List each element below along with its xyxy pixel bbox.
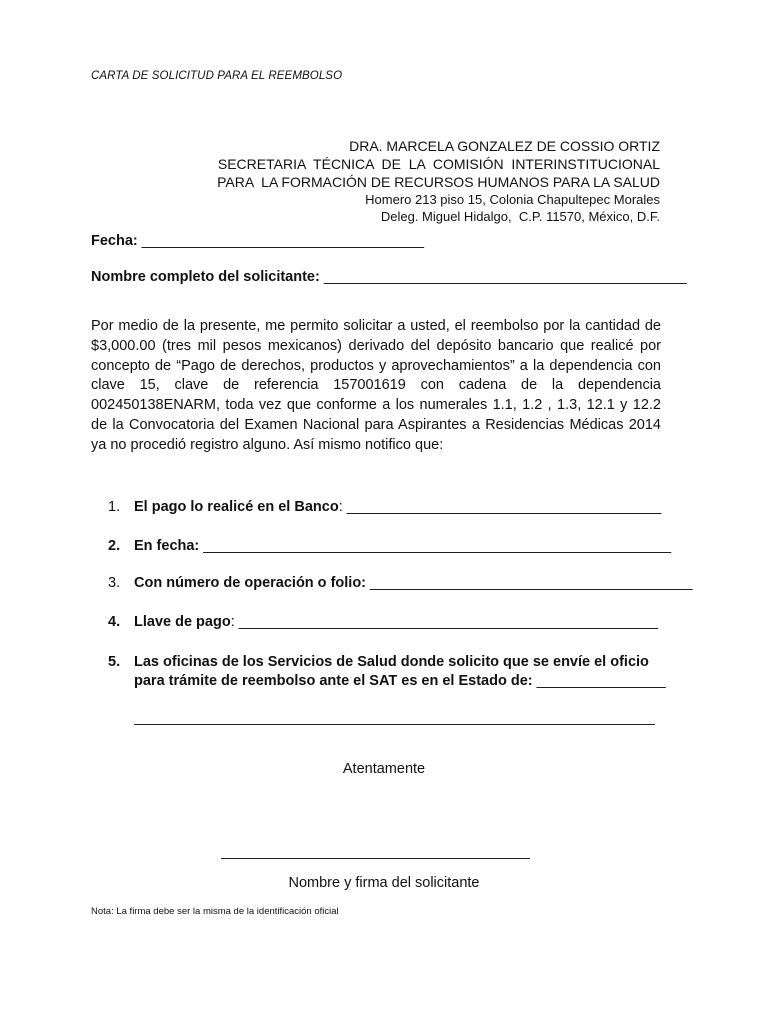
item-number: 1. — [108, 499, 121, 515]
item-separator: : — [230, 614, 239, 630]
item-blank[interactable]: __________________________________________________________ — [203, 538, 672, 554]
item-blank[interactable]: _______________________________________ — [346, 499, 662, 515]
item-label: Las oficinas de los Servicios de Salud donde solicito que se envíe el oficio — [134, 654, 649, 670]
list-item[interactable] — [108, 497, 661, 517]
signature-label: Nombre y firma del solicitante — [288, 875, 480, 891]
item5-second-line[interactable] — [134, 673, 666, 689]
list-item[interactable] — [108, 536, 671, 556]
item-separator: : — [338, 499, 347, 515]
estado-blank[interactable]: ________________ — [536, 673, 666, 689]
recipient-line: Homero 213 piso 15, Colonia Chapultepec Morales — [365, 192, 660, 207]
signature-line[interactable] — [221, 858, 530, 859]
item-number: 2. — [108, 538, 121, 554]
fecha-field[interactable] — [91, 233, 424, 249]
fecha-label: Fecha: — [91, 233, 138, 249]
document-title: CARTA DE SOLICITUD PARA EL REEMBOLSO — [91, 70, 343, 82]
item-number: 5. — [108, 654, 121, 670]
item-blank[interactable]: ____________________________________________________ — [238, 614, 659, 630]
nombre-label: Nombre completo del solicitante: — [91, 269, 320, 285]
list-item[interactable] — [108, 652, 649, 672]
recipient-line: DRA. MARCELA GONZALEZ DE COSSIO ORTIZ — [349, 138, 660, 154]
list-item[interactable] — [108, 573, 693, 593]
extra-blank-line[interactable] — [134, 724, 655, 725]
item-label: En fecha: — [134, 538, 200, 554]
nombre-field[interactable] — [91, 269, 687, 285]
item-number: 4. — [108, 614, 121, 630]
item5-label: para trámite de reembolso ante el SAT es en el Estado de: — [134, 673, 533, 689]
item-label: El pago lo realicé en el Banco — [134, 499, 339, 515]
item-number: 3. — [108, 575, 121, 591]
closing-text: Atentamente — [342, 761, 426, 777]
body-paragraph: Por medio de la presente, me permito solicitar a usted, el reembolso por la cantidad de $3,000.00 (tres mil pesos mexicanos) derivado del depósito bancario que realicé por concepto de “Pago de derechos, productos y aprovechamientos” a la dependencia con clave 15, clave de referencia 157001619 con cadena de la dependencia 002450138ENARM, toda vez que conforme a los numerales 1.1, 1.2 , 1.3, 12.1 y 12.2 de la Convocatoria del Examen Nacional para Aspirantes a Residencias Médicas 2014 ya no procedió registro alguno. Así mismo notifico que: — [91, 318, 661, 453]
recipient-block — [217, 137, 660, 225]
recipient-line: SECRETARIA TÉCNICA DE LA COMISIÓN INTERINSTITUCIONAL — [217, 156, 660, 172]
footnote: Nota: La firma debe ser la misma de la identificación oficial — [91, 906, 339, 917]
recipient-line: Deleg. Miguel Hidalgo, C.P. 11570, México, D.F. — [380, 209, 660, 224]
item-label: Con número de operación o folio: — [134, 575, 366, 591]
fecha-blank[interactable]: ___________________________________ — [141, 233, 425, 249]
item-blank[interactable]: ________________________________________ — [370, 575, 693, 591]
list-item[interactable] — [108, 612, 658, 632]
recipient-line: PARA LA FORMACIÓN DE RECURSOS HUMANOS PARA LA SALUD — [217, 174, 660, 190]
item-label: Llave de pago — [134, 614, 231, 630]
nombre-blank[interactable]: _____________________________________________ — [323, 269, 687, 285]
